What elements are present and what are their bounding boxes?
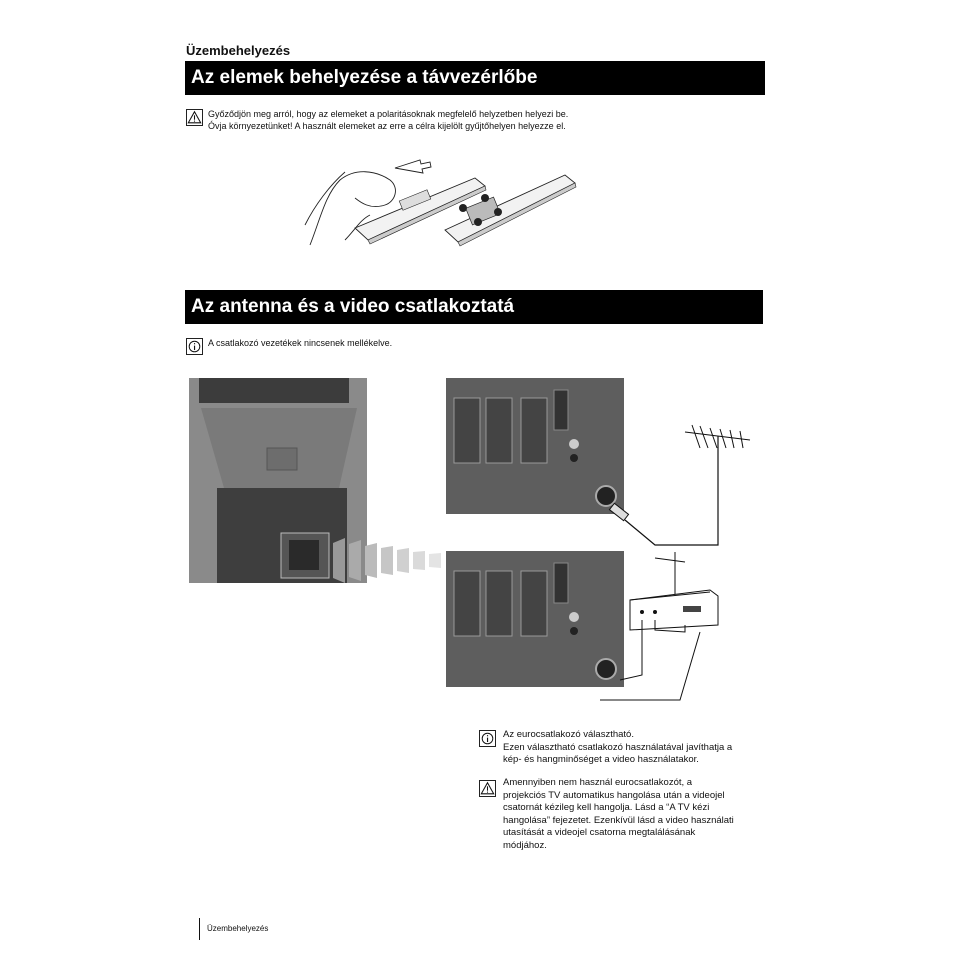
section-label: Üzembehelyezés — [186, 43, 291, 58]
warning-triangle-icon — [186, 109, 203, 126]
warning-line: projekciós TV automatikus hangolása után a videojel — [503, 789, 725, 801]
footer-label: Üzembehelyezés — [207, 924, 269, 933]
warning-line: utasítását a videojel csatorna megtalálásának — [503, 827, 696, 838]
battery-warning-line-2: Óvja környezetünket! A használt elemeket az erre a célra kijelölt gyűjtőhelyen helyezze el. — [208, 121, 566, 131]
zoom-indicator — [333, 538, 448, 583]
cables-note: A csatlakozó vezetékek nincsenek mellékelve. — [208, 338, 393, 348]
battery-warning-line-1: Győződjön meg arról, hogy az elemeket a polaritásoknak megfelelő helyzetben helyezi be. — [208, 109, 569, 119]
warning-line: csatornát kézileg kell hangolja. Lásd a “A TV kézi — [503, 802, 710, 813]
info-icon — [479, 730, 496, 747]
connector-panel-antenna — [446, 378, 624, 514]
euroconnector-note-line-3: kép- és hangminőséget a video használatakor. — [503, 754, 699, 765]
euroconnector-note-line-1: Az eurocsatlakozó választható. — [503, 729, 634, 740]
antenna-video-cabling — [600, 420, 760, 710]
info-icon — [186, 338, 203, 355]
section-title-batteries: Az elemek behelyezése a távvezérlőbe — [185, 61, 765, 95]
connector-panel-video — [446, 551, 624, 687]
warning-line: hangolása” fejezetet. Ezenkívül lásd a video használati — [503, 814, 734, 826]
euroconnector-note — [503, 729, 763, 767]
battery-warning-text — [208, 108, 568, 132]
warning-triangle-icon — [479, 780, 496, 797]
remote-battery-illustration — [300, 150, 590, 265]
footer-divider — [199, 918, 200, 940]
warning-line: Amennyiben nem használ eurocsatlakozót, a — [503, 777, 693, 788]
manual-tuning-warning — [503, 777, 763, 852]
warning-line: módjához. — [503, 839, 547, 851]
euroconnector-note-line-2: Ezen választható csatlakozó használatával javíthatja a — [503, 741, 733, 753]
section-title-antenna: Az antenna és a video csatlakoztatá — [185, 290, 763, 324]
